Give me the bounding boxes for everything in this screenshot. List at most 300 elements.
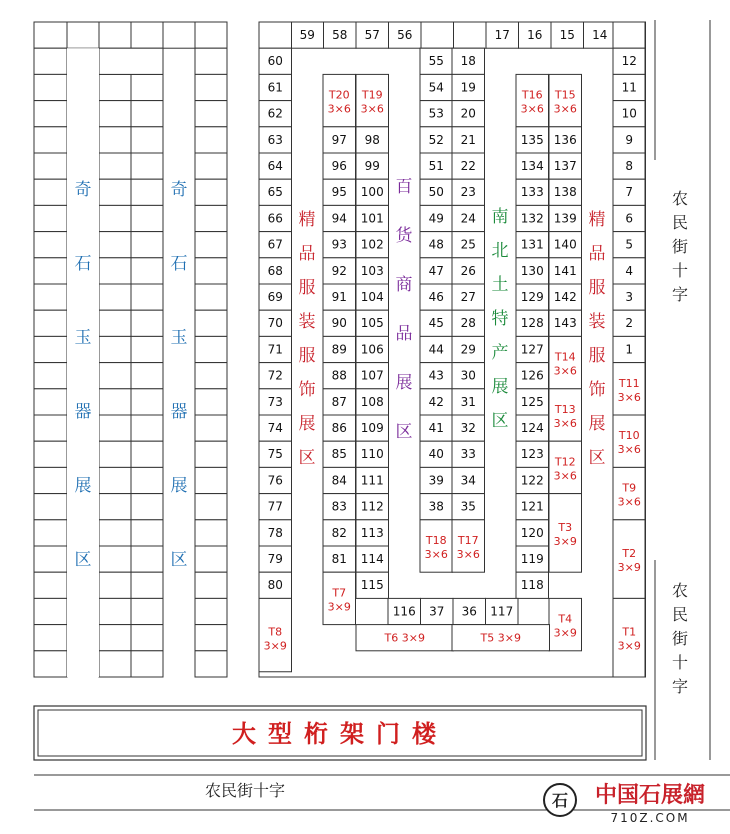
booth-number: 89 <box>331 342 347 357</box>
street-label-vertical: 字 <box>671 677 689 696</box>
stone-cell <box>195 232 227 258</box>
stone-cell <box>99 101 131 127</box>
booth-number: 23 <box>460 185 476 200</box>
stone-cell <box>99 48 163 74</box>
stone-cell <box>99 598 131 624</box>
booth-T19: T19 <box>361 88 383 102</box>
booth-number: 65 <box>267 185 283 200</box>
stone-zone-label: 玉 <box>74 328 92 348</box>
booth-number: 61 <box>267 80 283 95</box>
general-goods-zone-label: 区 <box>395 422 413 442</box>
booth-number: 124 <box>520 421 544 435</box>
booth-number: 116 <box>392 604 416 619</box>
stone-cell <box>131 336 163 362</box>
stone-cell <box>34 598 67 624</box>
booth-number: 134 <box>520 159 544 173</box>
stone-cell <box>195 363 227 389</box>
boutique-zone-label: 展 <box>588 414 606 434</box>
booth-number: 18 <box>460 54 476 69</box>
boutique-zone-label: 饰 <box>298 380 316 400</box>
booth-number: 68 <box>267 263 283 278</box>
stone-cell <box>163 22 195 48</box>
stone-cell <box>99 74 131 100</box>
booth-number: 44 <box>428 342 444 357</box>
booth-number: 49 <box>428 211 444 226</box>
stone-cell <box>131 310 163 336</box>
boutique-zone-label: 装 <box>298 312 316 332</box>
stone-cell <box>34 520 67 546</box>
street-label-vertical: 民 <box>671 605 689 624</box>
boutique-zone-label: 服 <box>588 346 606 366</box>
booth-number: 140 <box>553 237 577 252</box>
stone-cell <box>131 520 163 546</box>
booth-T7: T7 <box>332 586 347 600</box>
booth-T18: T18 <box>425 534 447 547</box>
booth-number: 98 <box>364 132 380 147</box>
booth-number: 101 <box>360 211 384 226</box>
booth-number: 67 <box>267 237 283 252</box>
booth-T8: T8 <box>268 625 283 639</box>
booth-number: 28 <box>460 316 476 331</box>
booth-number: 51 <box>428 159 444 173</box>
stone-cell <box>99 22 131 48</box>
booth-T9-size: 3×6 <box>617 495 641 509</box>
booth-number: 92 <box>331 263 347 278</box>
stone-cell <box>99 205 131 231</box>
booth-number: 48 <box>428 237 444 252</box>
booth-T2-size: 3×9 <box>617 561 641 575</box>
booth-number: 42 <box>428 394 444 409</box>
stone-cell <box>34 310 67 336</box>
booth-T12: T12 <box>554 455 576 469</box>
stone-cell <box>34 153 67 179</box>
booth-T7-size: 3×9 <box>327 600 351 614</box>
booth-number: 4 <box>625 263 634 278</box>
stone-cell <box>34 572 67 598</box>
booth-number: 62 <box>267 106 283 121</box>
booth-number: 82 <box>331 525 347 540</box>
stone-cell <box>195 48 227 74</box>
booth-number: 135 <box>520 132 544 147</box>
street-label-vertical: 农 <box>671 189 689 208</box>
booth-T5: T5 3×9 <box>480 631 521 645</box>
local-products-zone-label: 南 <box>491 207 509 227</box>
booth-number: 84 <box>331 473 347 488</box>
stone-cell <box>34 22 67 48</box>
booth-T3: T3 <box>558 520 573 534</box>
stone-cell <box>99 467 131 493</box>
stone-cell <box>99 310 131 336</box>
street-label-bottom: 农民街十字 <box>204 781 286 800</box>
stone-cell <box>195 389 227 415</box>
booth-number: 21 <box>460 132 476 147</box>
booth-T19-size: 3×6 <box>360 102 384 116</box>
stone-cell <box>195 22 227 48</box>
stone-cell <box>131 389 163 415</box>
booth-number: 60 <box>267 54 283 69</box>
stone-cell <box>99 284 131 310</box>
logo-url: 710Z.COM <box>610 811 690 825</box>
booth-number: 35 <box>460 499 476 514</box>
booth-number: 129 <box>520 290 544 304</box>
booth-T13: T13 <box>554 403 576 416</box>
booth-number: 2 <box>625 316 634 331</box>
booth-number: 39 <box>428 473 444 488</box>
stone-cell <box>131 127 163 153</box>
local-products-zone-label: 区 <box>491 411 509 431</box>
booth-number: 112 <box>360 499 384 514</box>
booth-number: 131 <box>520 237 544 252</box>
booth-number: 106 <box>360 342 384 357</box>
booth-number: 74 <box>267 421 283 435</box>
stone-cell <box>34 494 67 520</box>
boutique-zone-label: 饰 <box>588 380 606 400</box>
boutique-zone-label: 精 <box>588 210 606 230</box>
stone-cell <box>99 258 131 284</box>
street-label-right-bottom <box>672 581 688 696</box>
booth-number: 25 <box>460 237 476 252</box>
stone-zone-label: 石 <box>74 254 92 274</box>
stone-zone-label: 展 <box>74 476 92 496</box>
booth-T1: T1 <box>622 625 637 639</box>
boutique-zone-label: 服 <box>588 278 606 298</box>
boutique-zone-label: 区 <box>588 448 606 468</box>
booth-number: 56 <box>397 28 413 42</box>
stone-cell <box>34 101 67 127</box>
booth-T3-size: 3×9 <box>553 534 577 548</box>
booth-T13-size: 3×6 <box>553 417 577 430</box>
stone-jade-grid <box>34 22 227 677</box>
booth-number: 141 <box>553 263 577 278</box>
booth-number: 40 <box>428 447 444 462</box>
logo <box>544 782 705 825</box>
street-label-vertical: 字 <box>671 285 689 304</box>
booth-number: 17 <box>494 28 510 42</box>
boutique-zone-label: 服 <box>298 278 316 298</box>
booth-T12-size: 3×6 <box>553 469 577 483</box>
stone-zone-label: 玉 <box>170 328 188 348</box>
local-products-zone-label: 北 <box>491 241 509 261</box>
stone-zone-label: 奇 <box>170 180 188 200</box>
booth-T4-size: 3×9 <box>553 626 577 640</box>
street-label-vertical: 十 <box>671 261 689 280</box>
gate-label: 大型桁架门楼 <box>232 720 448 748</box>
stone-cell <box>34 74 67 100</box>
booth-number: 9 <box>625 132 634 147</box>
booth-number: 7 <box>625 185 634 200</box>
booth-number: 1 <box>625 342 634 357</box>
booth-number: 80 <box>267 578 283 593</box>
booth-number: 16 <box>527 28 543 42</box>
stone-zone-label: 器 <box>74 402 92 422</box>
booth-number: 72 <box>267 368 283 383</box>
stone-cell <box>99 232 131 258</box>
booth-T8-size: 3×9 <box>263 639 287 653</box>
booth-number: 64 <box>267 159 283 173</box>
booth-number: 117 <box>490 604 514 619</box>
booth-number: 143 <box>553 316 577 331</box>
booth-number: 107 <box>360 368 384 383</box>
booth-number: 88 <box>331 368 347 383</box>
booth-T20: T20 <box>328 88 350 102</box>
booth-number: 139 <box>553 211 577 226</box>
general-goods-zone-label: 货 <box>395 226 413 246</box>
stone-cell <box>34 415 67 441</box>
booth-number: 90 <box>331 316 347 331</box>
stone-cell <box>34 625 67 651</box>
booth-T16: T16 <box>521 88 543 102</box>
booth-number: 100 <box>360 185 384 200</box>
stone-cell <box>195 572 227 598</box>
stone-cell <box>131 494 163 520</box>
stone-cell <box>34 48 67 74</box>
booth-number: 121 <box>520 499 544 514</box>
booth-number: 15 <box>559 28 575 42</box>
booth-number: 78 <box>267 525 283 540</box>
booth-number: 47 <box>428 263 444 278</box>
booth-top <box>259 22 292 48</box>
booth-number: 70 <box>267 316 283 331</box>
stone-cell <box>131 179 163 205</box>
logo-brand: 中国石展網 <box>594 783 706 808</box>
stone-cell <box>131 22 163 48</box>
stone-cell <box>34 284 67 310</box>
boutique-zone-label: 品 <box>588 244 606 264</box>
booth-T4: T4 <box>558 612 573 626</box>
booth-number: 128 <box>520 316 544 331</box>
boutique-zone-label: 品 <box>298 244 316 264</box>
stone-zone-label: 区 <box>74 550 92 570</box>
booth-number: 5 <box>625 237 634 252</box>
booth-T9: T9 <box>622 481 637 495</box>
booth-number: 11 <box>621 80 637 95</box>
stone-cell <box>195 546 227 572</box>
booth-number: 115 <box>360 578 384 593</box>
stone-cell <box>131 232 163 258</box>
general-goods-zone-label: 百 <box>395 177 413 197</box>
stone-cell <box>195 101 227 127</box>
booth-number: 113 <box>360 525 384 540</box>
booth-number: 53 <box>428 106 444 121</box>
booth-T20-size: 3×6 <box>327 102 351 116</box>
stone-cell <box>34 651 67 677</box>
stone-cell <box>99 363 131 389</box>
stone-cell <box>195 415 227 441</box>
booth-top <box>421 22 454 48</box>
booth-number: 102 <box>360 237 384 252</box>
stone-cell <box>131 625 163 651</box>
booth-T17: T17 <box>457 534 479 547</box>
stone-cell <box>195 625 227 651</box>
booth-number: 71 <box>267 342 283 357</box>
booth-T2: T2 <box>622 547 637 561</box>
stone-cell <box>131 258 163 284</box>
stone-cell <box>195 310 227 336</box>
stone-cell <box>131 441 163 467</box>
booth-number: 118 <box>520 578 544 593</box>
street-label-vertical: 街 <box>671 629 689 648</box>
stone-cell <box>99 441 131 467</box>
booth-number: 111 <box>360 473 384 488</box>
booth-number: 22 <box>460 159 476 173</box>
street-label-vertical: 农 <box>671 581 689 600</box>
boutique-zone-label: 服 <box>298 346 316 366</box>
stone-cell <box>99 520 131 546</box>
stone-cell <box>34 258 67 284</box>
booth-number: 69 <box>267 290 283 304</box>
booth-number: 26 <box>460 263 476 278</box>
booth-number: 63 <box>267 132 283 147</box>
stone-cell <box>195 205 227 231</box>
booth-number: 95 <box>331 185 347 200</box>
booth-number: 20 <box>460 106 476 121</box>
stone-cell <box>34 205 67 231</box>
stone-cell <box>34 389 67 415</box>
booth-T6: T6 3×9 <box>384 631 425 645</box>
stone-zone-label: 奇 <box>74 180 92 200</box>
boutique-zone-label: 精 <box>298 210 316 230</box>
stone-cell <box>99 127 131 153</box>
stone-cell <box>195 258 227 284</box>
booth-number: 54 <box>428 80 444 95</box>
general-goods-zone-label: 品 <box>395 324 413 344</box>
booth-number: 104 <box>360 290 384 304</box>
booth-number: 85 <box>331 447 347 462</box>
booth-number: 142 <box>553 290 577 304</box>
booth-number: 103 <box>360 263 384 278</box>
stone-cell <box>34 546 67 572</box>
booth-T10: T10 <box>618 429 640 443</box>
stone-cell <box>99 153 131 179</box>
booth-top <box>454 22 487 48</box>
stone-cell <box>195 520 227 546</box>
booth-number: 76 <box>267 473 283 488</box>
local-products-zone-label: 产 <box>491 343 509 363</box>
booth-number: 93 <box>331 237 347 252</box>
stone-cell <box>99 625 131 651</box>
booth-number: 138 <box>553 185 577 200</box>
stone-cell <box>99 336 131 362</box>
stone-cell <box>195 127 227 153</box>
booth-number: 46 <box>428 290 444 304</box>
stone-cell <box>131 363 163 389</box>
boutique-zone-label: 展 <box>298 414 316 434</box>
booth-number: 108 <box>360 394 384 409</box>
street-label-vertical: 街 <box>671 237 689 256</box>
stone-cell <box>99 651 131 677</box>
local-products-zone-label: 展 <box>491 377 509 397</box>
booth-number: 66 <box>267 211 283 226</box>
booth-number: 136 <box>553 132 577 147</box>
booth-number: 94 <box>331 211 347 226</box>
stone-cell <box>195 336 227 362</box>
stone-cell <box>131 153 163 179</box>
booth-number: 110 <box>360 447 384 462</box>
booth-number: 33 <box>460 447 476 462</box>
stone-cell <box>34 127 67 153</box>
booth-T15-size: 3×6 <box>553 102 577 116</box>
booth-number: 29 <box>460 342 476 357</box>
booth-number: 77 <box>267 499 283 514</box>
booth-T16-size: 3×6 <box>520 102 544 116</box>
stone-cell <box>131 205 163 231</box>
street-label-right-top <box>672 189 688 304</box>
booth-number: 127 <box>520 342 544 357</box>
booth-number: 43 <box>428 368 444 383</box>
booth-number: 119 <box>520 552 544 566</box>
stone-cell <box>195 494 227 520</box>
booth-T1-size: 3×9 <box>617 639 641 653</box>
stone-zone-label: 区 <box>170 550 188 570</box>
stone-cell <box>99 389 131 415</box>
booth-number: 38 <box>428 499 444 514</box>
stone-cell <box>34 363 67 389</box>
booth-number: 6 <box>625 211 634 226</box>
stone-cell <box>131 415 163 441</box>
booth-number: 99 <box>364 159 380 173</box>
stone-cell <box>67 22 99 48</box>
stone-cell <box>131 651 163 677</box>
booth-number: 58 <box>332 28 348 42</box>
booth-number: 123 <box>520 447 544 462</box>
booth-number: 114 <box>360 552 384 566</box>
booth-number: 34 <box>460 473 476 488</box>
stone-cell <box>131 74 163 100</box>
stone-cell <box>34 336 67 362</box>
stone-zone-label: 展 <box>170 476 188 496</box>
booth-number: 96 <box>331 159 347 173</box>
booth-T18-size: 3×6 <box>424 548 448 561</box>
booth-number: 57 <box>364 28 380 42</box>
stone-cell <box>131 546 163 572</box>
booth-number: 79 <box>267 552 283 566</box>
booth-number: 126 <box>520 368 544 383</box>
stone-cell <box>195 598 227 624</box>
booth-number: 3 <box>625 290 634 304</box>
booth-T14: T14 <box>554 350 576 364</box>
booth-number: 14 <box>592 28 608 42</box>
general-goods-zone-label: 商 <box>395 275 413 295</box>
stone-cell <box>34 467 67 493</box>
stone-cell <box>34 441 67 467</box>
booth-number: 137 <box>553 159 577 173</box>
booth-number: 52 <box>428 132 444 147</box>
booth-T15: T15 <box>554 88 576 102</box>
booth-number: 91 <box>331 290 347 304</box>
stone-cell <box>99 494 131 520</box>
booth-number: 36 <box>461 604 477 619</box>
stone-cell <box>34 232 67 258</box>
stone-zone-label: 器 <box>170 402 188 422</box>
booth-number: 8 <box>625 159 634 173</box>
booth-number: 55 <box>428 54 444 69</box>
booth-number: 27 <box>460 290 476 304</box>
stone-cell <box>195 467 227 493</box>
stone-cell <box>131 572 163 598</box>
booth-number: 32 <box>460 421 476 435</box>
booth-number: 59 <box>299 28 315 42</box>
booth-number: 31 <box>460 394 476 409</box>
booth-number: 24 <box>460 211 476 226</box>
stone-cell <box>99 415 131 441</box>
booth-number: 120 <box>520 525 544 540</box>
booth-T11: T11 <box>618 376 640 390</box>
stone-cell <box>131 101 163 127</box>
booth-number: 109 <box>360 421 384 435</box>
booth-number: 83 <box>331 499 347 514</box>
booth-number: 133 <box>520 185 544 200</box>
booth-number: 125 <box>520 394 544 409</box>
